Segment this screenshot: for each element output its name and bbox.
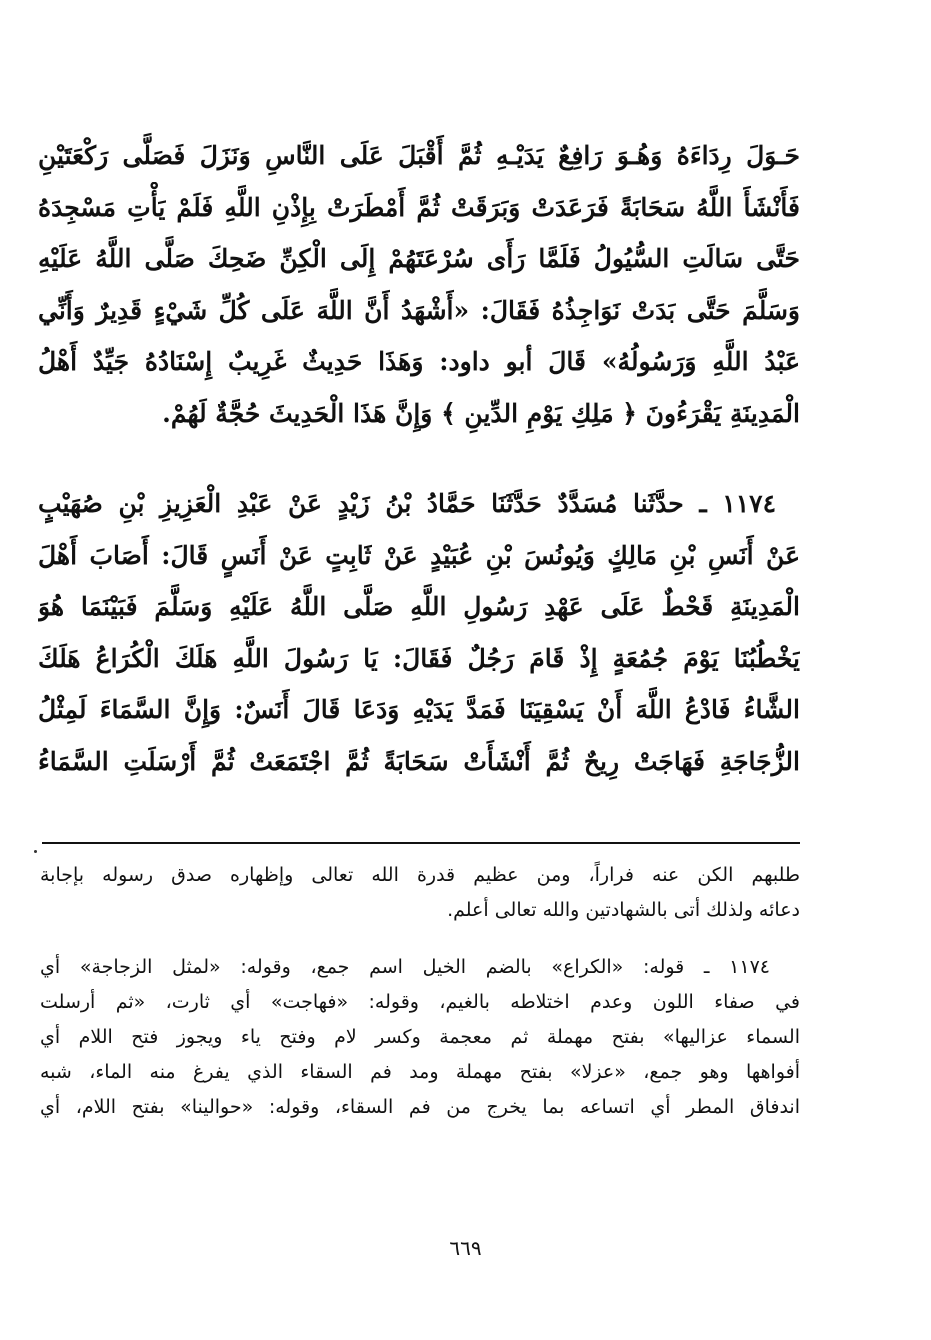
hadith-line: ١١٧٤ ـ حدَّثَنا مُسَدَّدٌ حَدَّثَنَا حَمَّادُ بْنُ زَيْدٍ عَنْ عَبْدِ الْعَزِيزِ بْنِ صُهَيْبٍ [38, 489, 776, 518]
footnote-spacer [40, 928, 800, 950]
footnotes-block [40, 858, 800, 1125]
footnote-line: السماء عزاليها» بفتح مهملة ثم معجمة وكسر لام وفتح ياء ويجوز فتح اللام أي [40, 1026, 800, 1048]
footnote-line: دعائه ولذلك أتى بالشهادتين والله تعالى أعلم. [447, 899, 800, 921]
hadith-block [38, 478, 800, 787]
footnote-line: ١١٧٤ ـ قوله: «الكراع» بالضم الخيل اسم جمع، وقوله: «لمثل الزجاجة» أي [40, 956, 770, 978]
scan-speck [34, 850, 37, 853]
main-text-line: فَأَنْشَأَ اللَّهُ سَحَابَةً فَرَعَدَتْ وَبَرَقَتْ ثُمَّ أَمْطَرَتْ بِإِذْنِ اللَّهِ فَلَمْ يَأْتِ مَسْجِدَهُ [38, 192, 800, 222]
footnote-line: أفواهها وهو جمع، «عزلا» بفتح مهملة ومد فم السقاء الذي يفرغ منه الماء، شبه [40, 1061, 800, 1083]
footnote-divider [42, 842, 800, 844]
hadith-line: الْمَدِينَةِ قَحْطٌ عَلَى عَهْدِ رَسُولِ اللَّهِ صَلَّى اللَّهُ عَلَيْهِ وَسَلَّمَ فَبَيْنَمَا هُوَ [38, 592, 800, 621]
hadith-line: عَنْ أَنَسِ بْنِ مَالِكٍ وَيُونُسَ بْنِ عُبَيْدٍ عَنْ ثَابِتٍ عَنْ أَنَسٍ قَالَ: أَصَابَ أَهْلَ [38, 540, 800, 570]
hadith-line: الشَّاءُ فَادْعُ اللَّهَ أَنْ يَسْقِيَنَا فَمَدَّ يَدَيْهِ وَدَعَا قَالَ أَنَسٌ: وَإِنَّ السَّمَاءَ لَمِثْلُ [38, 695, 800, 724]
page-number: ٦٦٩ [449, 1236, 482, 1260]
main-text-block [38, 130, 800, 439]
hadith-line: الزُّجَاجَةِ فَهَاجَتْ رِيحٌ ثُمَّ أَنْشَأَتْ سَحَابَةً ثُمَّ اجْتَمَعَتْ ثُمَّ أَرْسَلَتِ السَّمَاءُ [38, 746, 800, 776]
footnote-line: اندفاق المطر أي اتساعه بما يخرج من فم السقاء، وقوله: «حوالينا» بفتح اللام، أي [40, 1096, 800, 1118]
main-text-line: وَسَلَّمَ حَتَّى بَدَتْ نَوَاجِذُهُ فَقَالَ: «أَشْهَدُ أَنَّ اللَّهَ عَلَى كُلِّ شَيْءٍ قَدِيرٌ وَأَنِّي [38, 295, 800, 325]
footnote-line: طلبهم الكن عنه فراراً، ومن عظيم قدرة الله تعالى وإظهاره صدق رسوله بإجابة [40, 864, 800, 886]
main-text-line: حَـوَلَ رِدَاءَهُ وَهُـوَ رَافِعٌ يَدَيْـهِ ثُمَّ أَقْبَلَ عَلَى النَّاسِ وَنَزَلَ فَصَلَّى رَكْعَتَيْنِ [38, 141, 800, 170]
hadith-line: يَخْطُبُنَا يَوْمَ جُمُعَةٍ إِذْ قَامَ رَجُلٌ فَقَالَ: يَا رَسُولَ اللَّهِ هَلَكَ الْكُرَاعُ هَلَكَ [38, 643, 800, 673]
main-text-line: عَبْدُ اللَّهِ وَرَسُولُهُ» قَالَ أبو داود: وَهَذَا حَدِيثٌ غَرِيبٌ إِسْنَادُهُ جَيِّدٌ أَهْلُ [38, 347, 800, 376]
main-text-line: حَتَّى سَالَتِ السُّيُولُ فَلَمَّا رَأَى سُرْعَتَهُمْ إِلَى الْكِنِّ ضَحِكَ صَلَّى اللَّهُ عَلَيْهِ [38, 244, 800, 273]
main-text-line: الْمَدِينَةِ يَقْرَءُونَ ﴿ مَلِكِ يَوْمِ الدِّينِ ﴾ وَإِنَّ هَذَا الْحَدِيثَ حُجَّةٌ لَهُمْ. [162, 398, 800, 428]
footnote-line: في صفاء اللون وعدم اختلاطه بالغيم، وقوله: «فهاجت» أي ثارت، «ثم أرسلت [40, 991, 800, 1013]
